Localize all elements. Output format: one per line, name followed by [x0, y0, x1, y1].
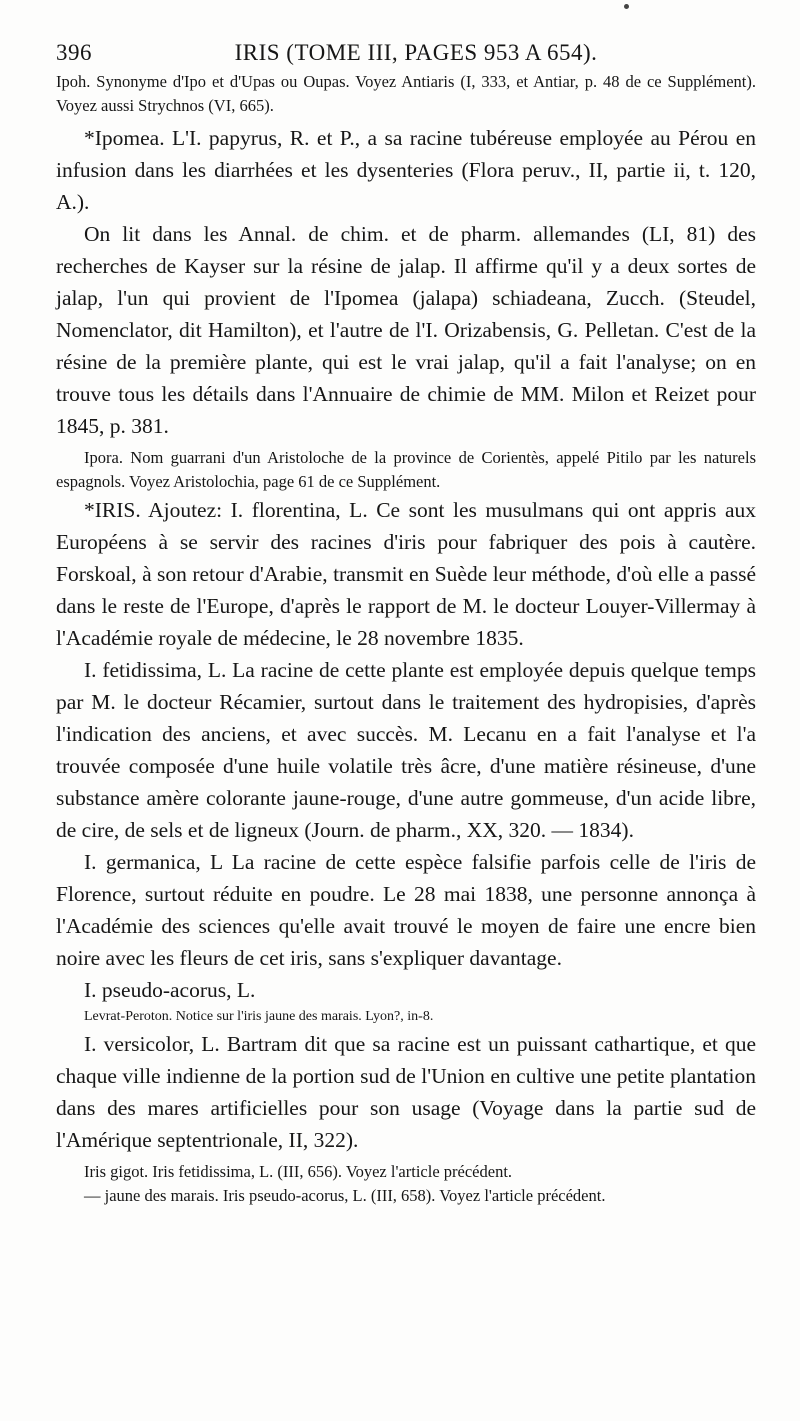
running-title: IRIS (TOME III, PAGES 953 A 654). [234, 40, 598, 65]
entry-iris-gigot: Iris gigot. Iris fetidissima, L. (III, 656). Voyez l'article précédent. [84, 1162, 513, 1181]
entry-ipomea-1: *Ipomea. L'I. papyrus, R. et P., a sa racine tubéreuse employée au Pérou en infusion dans les diarrhées et les dysenteries (Flora peruv., II, partie ii, t. 120, A.). [56, 126, 756, 214]
entry-levrat-peroton: Levrat-Peroton. Notice sur l'iris jaune des marais. Lyon?, in-8. [84, 1009, 434, 1024]
entry-ipora: Ipora. Nom guarrani d'un Aristoloche de la province de Corientès, appelé Pitilo par les naturels espagnols. Voyez Aristolochia, page 61 de ce Supplément. [56, 448, 756, 491]
entry-jaune-des-marais: — jaune des marais. Iris pseudo-acorus, L. (III, 658). Voyez l'article précédent. [84, 1186, 606, 1205]
ink-speck [624, 4, 629, 9]
running-header [56, 40, 756, 70]
entry-iris-germanica: I. germanica, L La racine de cette espèce falsifie parfois celle de l'iris de Florence, surtout réduite en poudre. Le 28 mai 1838, une personne annonça à l'Académie des sciences qu'elle avait trouvé le moyen de faire une encre bien noire avec les fleurs de cet iris, sans s'expliquer davantage. [56, 850, 756, 970]
entry-ipomea-2: On lit dans les Annal. de chim. et de pharm. allemandes (LI, 81) des recherches de Kayser sur la résine de jalap. Il affirme qu'il y a deux sortes de jalap, l'un qui provient de l'Ipomea (jalapa) schiadeana, Zucch. (Steudel, Nomenclator, dit Hamilton), et l'autre de l'I. Orizabensis, G. Pelletan. C'est de la résine de la première plante, qui est le vrai jalap, qu'il a fait l'analyse; on en trouve tous les détails dans l'Annuaire de chimie de MM. Milon et Reizet pour 1845, p. 381. [56, 222, 756, 438]
page-number: 396 [56, 40, 92, 65]
entry-ipoh: Ipoh. Synonyme d'Ipo et d'Upas ou Oupas. Voyez Antiaris (I, 333, et Antiar, p. 48 de ce Supplément). Voyez aussi Strychnos (VI, 665). [56, 72, 756, 115]
entry-iris-pseudo-acorus: I. pseudo-acorus, L. [84, 978, 256, 1002]
text-column [56, 40, 756, 1208]
entry-iris-versicolor: I. versicolor, L. Bartram dit que sa racine est un puissant cathartique, et que chaque ville indienne de la portion sud de l'Union en cultive une petite plantation dans des mares artificielles pour son usage (Voyage dans la partie sud de l'Amérique septentrionale, II, 322). [56, 1032, 756, 1152]
entry-iris-fetidissima: I. fetidissima, L. La racine de cette plante est employée depuis quelque temps par M. le docteur Récamier, surtout dans le traitement des hydropisies, d'après l'indication des anciens, et avec succès. M. Lecanu en a fait l'analyse et l'a trouvée composée d'une huile volatile très âcre, d'une matière résineuse, d'une substance amère colorante jaune-rouge, d'une autre gommeuse, d'un acide libre, de cire, de sels et de ligneux (Journ. de pharm., XX, 320. — 1834). [56, 658, 756, 842]
entry-iris-1: *IRIS. Ajoutez: I. florentina, L. Ce sont les musulmans qui ont appris aux Européens à se servir des racines d'iris pour fabriquer des pois à cautère. Forskoal, à son retour d'Arabie, transmit en Suède leur méthode, d'où elle a passé dans le reste de l'Europe, d'après le rapport de M. le docteur Louyer-Villermay à l'Académie royale de médecine, le 28 novembre 1835. [56, 498, 756, 650]
